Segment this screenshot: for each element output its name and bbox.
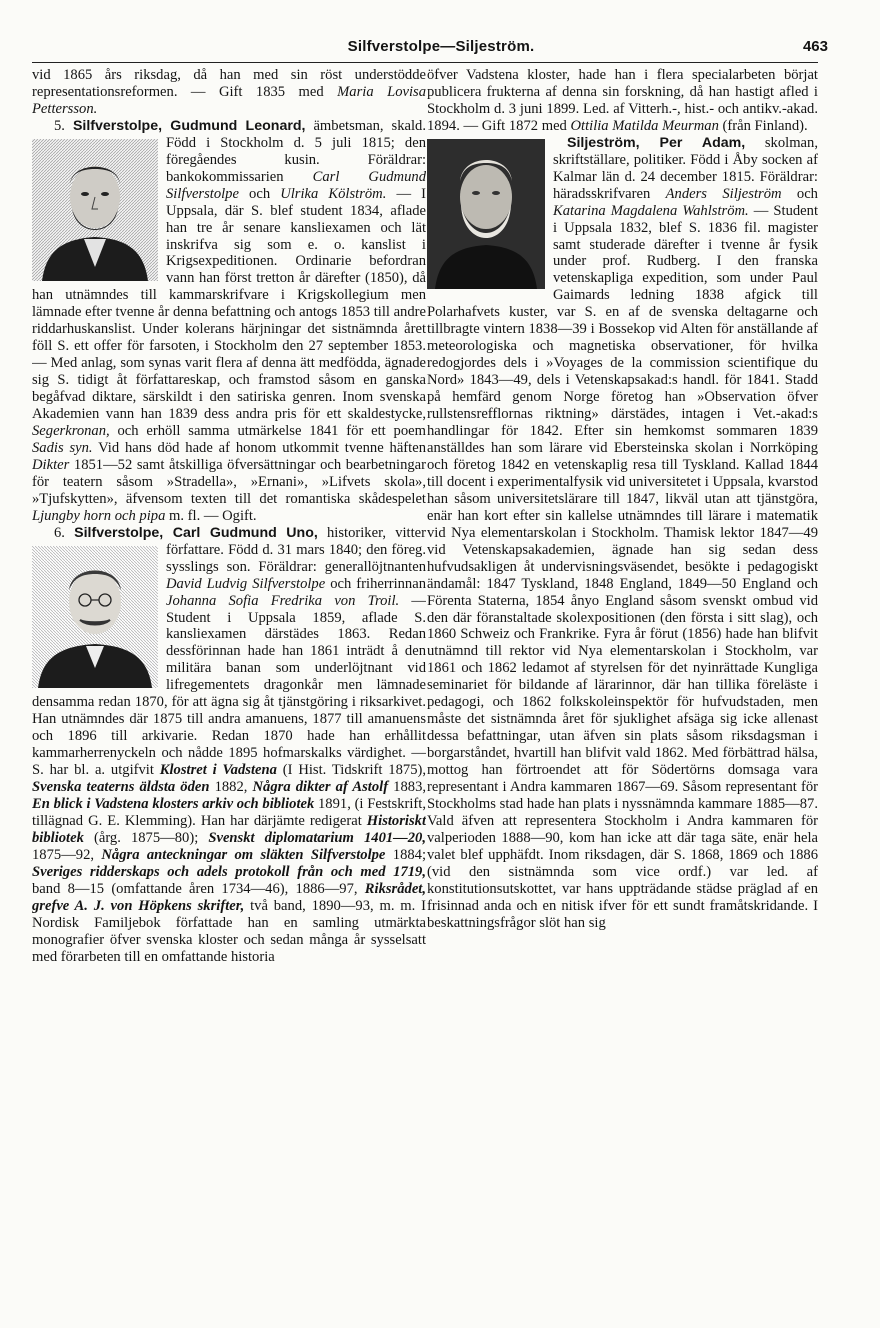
entry-heading: Silfverstolpe, Carl Gudmund Uno, [74,524,318,541]
work-title: Svenskt diplomatarium 1401—20, [208,829,426,846]
entry-6 [32,525,426,966]
text-run: och erhöll samma utmärkelse 1841 för ett poem [109,423,426,440]
text-run: band 8—15 (omfattande åren 1734—46), 1886—97, [32,880,365,897]
parent-name: David Ludvig Silfverstolpe [166,575,326,592]
parent-name: Anders Siljeström [665,185,782,202]
parent-name: Ulrika Kölström. [280,185,387,202]
right-column [427,67,818,1277]
work-title: Klostret i Vadstena [159,762,277,779]
text-run: 1891, (i Festskrift, tillägnad G. E. Klemming). Han har därjämte redigerat [32,795,426,829]
work-title: Riksrådet, grefve A. J. von Höpkens skrifter, [32,880,426,914]
work-title: Sveriges ridderskaps och adels protokoll från och med 1719, [32,863,426,880]
entry-number: 5. [54,117,65,134]
parent-name: Carl Gudmund Silfverstolpe [166,168,426,202]
portrait-engraving [32,139,158,281]
text-run: två band, 1890—93, m. m. I Nordisk Familjebok författade han en samling utmärkta monografier öfver svenska kloster och sedan många år sysselsatt med förarbeten till en omfattande historia [32,897,426,965]
entry-5 [32,118,426,525]
text-run: historiker, vitter författare. Född d. 31 mars 1840; den föreg. sysslings son. Föräldrar: generallöjtnanten [166,524,426,575]
portrait-image [32,139,158,281]
page-number: 463 [802,38,828,55]
spouse-name: Maria Lovisa Pettersson. [32,83,426,117]
text-run: (från Finland). [718,117,808,134]
work-title: Historiskt bibliotek [32,812,426,846]
text-run: och [238,185,281,202]
text-run: skolman, skriftställare, politiker. Född i Åby socken af Kalmar län d. 24 december 1815. Föräldrar: häradsskrifvaren [553,134,818,202]
work-title: Några dikter af Astolf [252,779,389,796]
text-run: 1884; [385,846,426,863]
header-rule [32,62,818,63]
work-title: Sadis syn. [32,439,93,456]
portrait-image [32,546,158,688]
text-run: — Student i Uppsala 1859, aflade S. kansliexamen därstädes 1863. Redan dessförinnan hade han 1861 inträdt å den militära banan som underlöjtnant vid lifregementets dragonkår men lämnade densamma redan 1870, för att ägna sig åt tjänstgöring i riksarkivet. Han utnämndes där 1875 till andra amanuens, 1877 till amanuens och 1896 till arkivarie. Redan 1870 hade han erhållit kammarherrenyckeln och nådde 1895 hofmarskalks värdighet. — S. har bl. a. utgifvit [32,592,426,779]
parent-name: Katarina Magdalena Wahlström. [553,202,749,219]
text-run: och [781,185,818,202]
text-run: 1851—52 samt åtskilliga öfversättningar och bearbetningar för teatern såsom »Stradella», »Ernani», »Lifvets skola», »Tjufskytten», äfvensom texten till det romantiska skådespelet [32,456,426,507]
text-run: ämbetsman, skald. Född i Stockholm d. 5 juli 1815; den föregåendes kusin. Föräldrar: bankokommissarien [166,117,426,185]
text-run: (årg. 1875—80); [83,829,209,846]
entry-siljestrom [427,135,818,932]
entry-number: 6. [54,524,65,541]
portrait-image [427,139,545,289]
work-title: Dikter [32,456,70,473]
text-run: — I Uppsala, där S. blef student 1834, aflade han tre år senare kansliexamen och lät inskrifva sig som e. o. kanslist i Krigsexpeditionen. Ordinarie befordran vann han först tretton år därefter (1850), då han utnämndes till kammarskrifvare i Krigskollegium men lämnade efter tvenne år denna befattning och antogs 1853 till andre riddarhuskanslist. Under kolerans härjningar det sistnämnda året föll S. ett offer för farsoten, i Stockholm den 27 september 1853. — Med anlag, som synas varit flera af denna ätt medfödda, ägnade sig S. tidigt åt författareskap, och framstod såsom en ganska begåfvad diktare, särskildt i den satiriska genren. Inom svenska Akademien vann han 1839 dess andra pris för ett skaldestycke, [32,185,426,423]
entry-heading: Silfverstolpe, Gudmund Leonard, [72,117,306,134]
text-run: 1883, [388,779,426,796]
spouse-name: Ottilia Matilda Meurman [570,117,719,134]
parent-name: Johanna Sofia Fredrika von Troil. [166,592,400,609]
work-title: Ljungby horn och pipa [32,507,166,524]
portrait-engraving [32,546,158,688]
text-run: 1875—92, [32,846,102,863]
page-title: Silfverstolpe—Siljeström. [347,38,535,55]
text-run: öfver Vadstena kloster, hade han i flera specialarbeten börjat publicera frukterna af denna sin forskning, då han hastigt afled i Stockholm d. 3 juni 1899. Led. af Vitterh.-, hist.- och antikv.-akad. 1894. — Gift 1872 med [427,67,818,134]
paragraph-continuation [427,67,818,135]
left-column [32,67,426,1277]
text-run: — Student i Uppsala 1832, blef S. 1836 fil. magister samt studerade därefter i tvenne år fysik under prof. Rudberg. I den franska vetenskapliga expedition, som under Paul Gaimards ledning 1838 afgick till Polarhafvets kuster, var S. en af de svenska deltagarne och tillbragte vintern 1838—39 i Bossekop vid Alten för anställande af meteorologiska och magnetiska observationer, för hvilka redogjordes dels i »Voyages de la commission scientifique du Nord» 1843—49, dels i Vetenskapsakad:s handl. för 1841. Stadd på hemfärd genom Norge företog han »Observation öfver rullstensrefflornas riktning» därstädes, intagen i Vet.-akad:s handlingar för 1842. Efter sin hemkomst sommaren 1839 anställdes han som lärare vid Ebersteinska skolan i Norrköping och företog 1842 en vetenskaplig resa till Tyskland. Kallad 1844 till docent i experimentalfysik vid universitetet i Uppsala, kvarstod han såsom universitetslärare till 1847, likväl utan att tjänstgöra, enär han kort efter sin kallelse utnämndes till lärare i matematik vid Nya elementarskolan i Stockholm. Thamisk lektor 1847—49 vid Vetenskapsakademien, ägnade han sig sedan dess hufvudsakligen åt undervisningsväsendet, besökte i pedagogiskt ändamål: 1847 Tyskland, 1848 England, 1849—50 England och Förenta Staterna, 1854 ånyo England såsom svenskt ombud vid den där föranstaltade skolexpositionen (den första i sitt slag), och 1860 Schweiz och Frankrike. Fyra år förut (1856) hade han blifvit utnämnd till rektor vid Nya elementarskolan i Stockholm, var 1861 och 1862 ledamot af styrelsen för det nyinrättade Kungliga seminariet för bildande af lärarinnor, där han tillika föreläste i pedagogi, och 1862 folkskoleinspektör för hufvudstaden, men måste det sistnämnda året för sjuklighet afsäga sig icke allenast dessa befattningar, utan äfven sin plats såsom riksdagsman i borgarståndet, hvartill han blifvit vald 1862. Med förbättrad hälsa, mottog han förtroendet att för Södertörns domsaga vara representant i Andra kammaren 1867—69. Såsom representant för Stockholms stad hade han plats i nyssnämnda kammare 1885—87. Vald äfven att representera Stockholm i Andra kammaren för valperioden 1888—90, kom han icke att där taga säte, enär hela valet blef upphäfdt. Inom riksdagen, där S. 1868, 1869 och 1886 (vid den sistnämnda som vice ordf.) var led. af konstitutionsutskottet, var hans uppträdande städse präglad af en frisinnad anda och en nitisk ifver för ett sundt framåtskridande. I beskattningsfrågor slöt han sig [427,202,818,931]
text-run: (I Hist. Tidskrift 1875), [276,762,426,779]
text-run: Vid hans död hade af honom utkommit tvenne häften [92,439,426,456]
text-run: 1882, [209,779,253,796]
work-title: Några anteckningar om släkten Silfverstolpe [101,846,386,863]
work-title: Svenska teaterns äldsta öden [32,779,210,796]
text-run: och friherrinnan [325,575,426,592]
text-run: vid 1865 års riksdag, då han med sin röst understödde representationsreformen. — Gift 1835 med [32,67,426,100]
paragraph-continuation [32,67,426,118]
text-run: m. fl. — Ogift. [165,507,257,524]
work-title: En blick i Vadstena klosters arkiv och bibliotek [32,795,315,812]
running-header [32,38,850,60]
portrait-engraving [427,139,545,289]
entry-heading: Siljeström, Per Adam, [567,134,746,151]
work-title: Segerkronan, [32,423,110,440]
